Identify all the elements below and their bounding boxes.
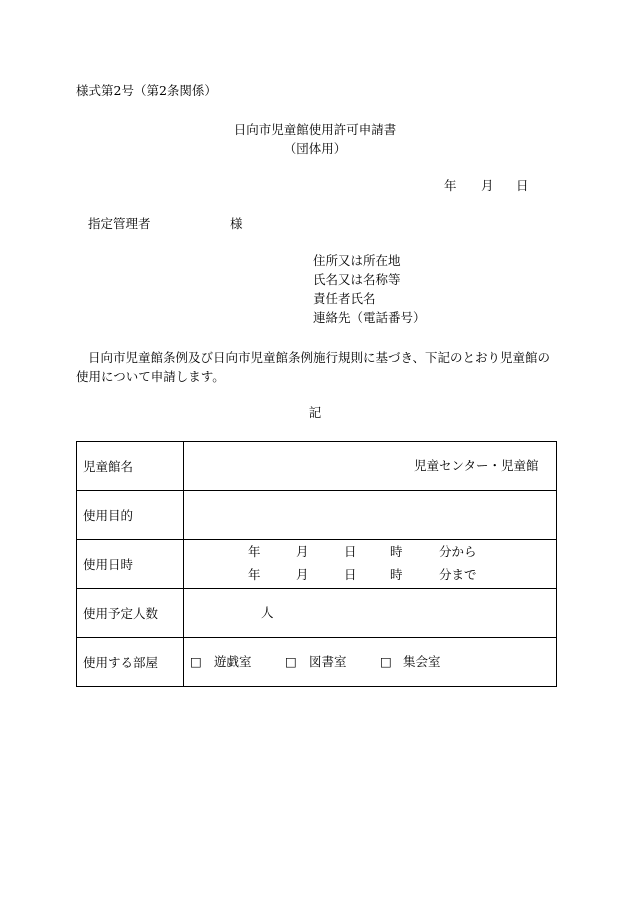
- table-row-rooms: [77, 638, 557, 687]
- facility-name-cell[interactable]: [184, 442, 557, 491]
- form-subtitle: （団体用）: [283, 141, 347, 156]
- application-statement: 日向市児童館条例及び日向市児童館条例施行規則に基づき、下記のとおり児童館の使用について申請します。: [76, 350, 551, 384]
- start-hour-label: 時: [390, 544, 403, 559]
- applicant-fields: [313, 253, 426, 329]
- date-month-label: 月: [481, 178, 494, 193]
- end-month-label: 月: [296, 567, 309, 582]
- end-hour-label: 時: [390, 567, 403, 582]
- attendees-unit: 人: [261, 605, 274, 620]
- start-year-label: 年: [248, 544, 261, 559]
- datetime-label: 使用日時: [77, 540, 184, 589]
- facility-name-value: 児童センター・児童館: [414, 458, 539, 473]
- start-month-label: 月: [296, 544, 309, 559]
- ki-heading: 記: [308, 405, 322, 420]
- form-title: 日向市児童館使用許可申請書: [233, 122, 397, 137]
- date-day-label: 日: [516, 178, 529, 193]
- addressee-label: 指定管理者: [88, 216, 151, 231]
- checkbox-assembly-hall[interactable]: □: [380, 654, 392, 669]
- datetime-cell[interactable]: [184, 540, 557, 589]
- rooms-label: 使用する部屋: [77, 638, 184, 687]
- attendees-cell[interactable]: [184, 589, 557, 638]
- facility-name-label: 児童館名: [77, 442, 184, 491]
- end-day-label: 日: [344, 567, 357, 582]
- applicant-address-label: 住所又は所在地: [313, 253, 401, 268]
- form-number: 様式第2号（第2条関係）: [76, 83, 217, 98]
- attendees-label: 使用予定人数: [77, 589, 184, 638]
- date-year-label: 年: [444, 178, 457, 193]
- room-library-label: 図書室: [309, 654, 347, 669]
- room-assembly-hall-label: 集会室: [403, 654, 441, 669]
- checkbox-playroom[interactable]: □: [190, 654, 202, 669]
- addressee-honorific: 様: [230, 216, 243, 231]
- purpose-label: 使用目的: [77, 491, 184, 540]
- table-row-facility: [77, 442, 557, 491]
- applicant-name-label: 氏名又は名称等: [313, 272, 401, 287]
- rooms-cell: [184, 638, 557, 687]
- table-row-attendees: [77, 589, 557, 638]
- responsible-person-label: 責任者氏名: [313, 291, 376, 306]
- start-minute-label: 分から: [439, 544, 477, 559]
- start-day-label: 日: [344, 544, 357, 559]
- table-row-datetime: [77, 540, 557, 589]
- end-minute-label: 分まで: [439, 567, 477, 582]
- contact-phone-label: 連絡先（電話番号）: [313, 310, 426, 325]
- end-year-label: 年: [248, 567, 261, 582]
- purpose-cell[interactable]: [184, 491, 557, 540]
- application-table: [76, 441, 557, 687]
- table-row-purpose: [77, 491, 557, 540]
- checkbox-library[interactable]: □: [285, 654, 297, 669]
- room-playroom-label: 遊戯室: [214, 654, 252, 669]
